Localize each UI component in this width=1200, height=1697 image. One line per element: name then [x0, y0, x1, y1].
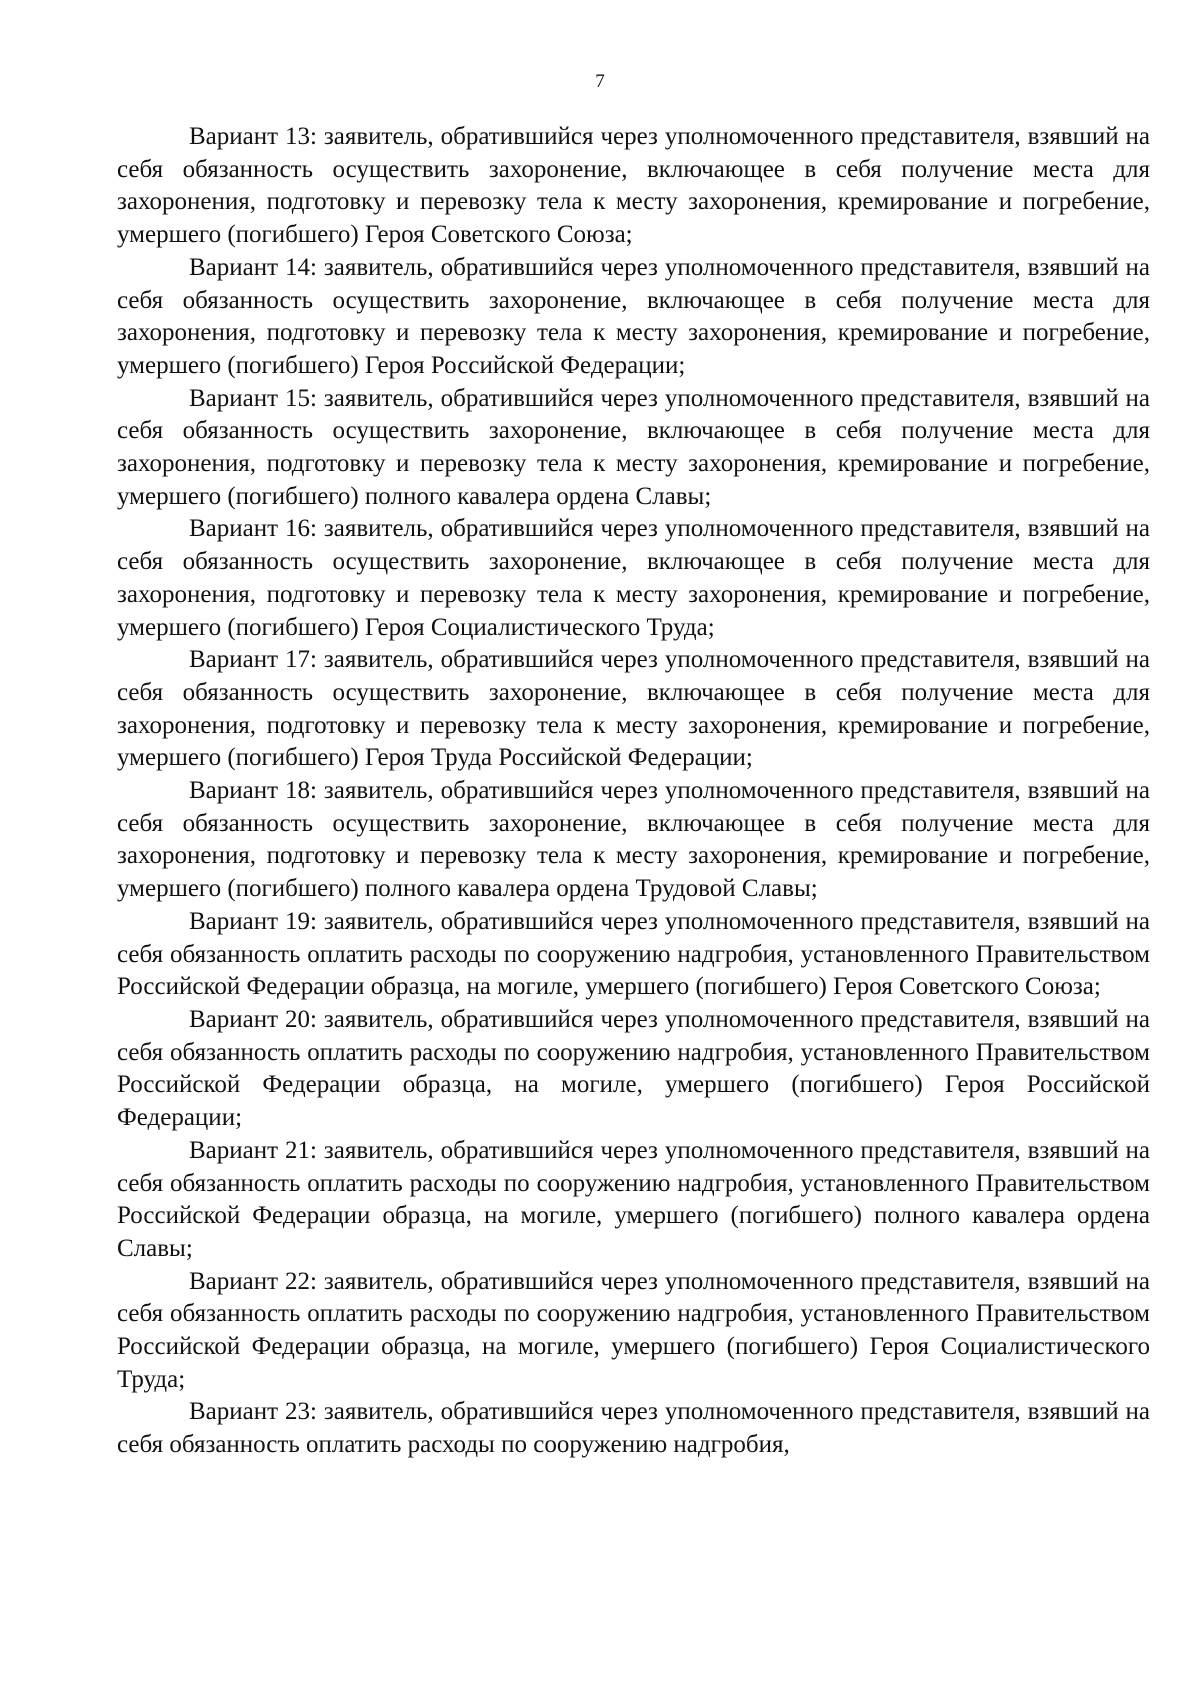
paragraph-variant-21: Вариант 21: заявитель, обратившийся через уполномоченного представителя, взявший на себя обязанность оплатить расходы по сооружению надгробия, установленного Правительством Российской Федерации образца, на могиле, умершего (погибшего) полного кавалера ордена Славы; — [117, 1136, 1150, 1262]
page-number: 7 — [595, 71, 605, 92]
paragraph-variant-18: Вариант 18: заявитель, обратившийся через уполномоченного представителя, взявший на себя обязанность осуществить захоронение, включающее в себя получение места для захоронения, подготовку и перевозку тела к месту захоронения, кремирование и погребение, умершего (погибшего) полного кавалера ордена Трудовой Славы; — [117, 777, 1150, 903]
paragraph-variant-17: Вариант 17: заявитель, обратившийся через уполномоченного представителя, взявший на себя обязанность осуществить захоронение, включающее в себя получение места для захоронения, подготовку и перевозку тела к месту захоронения, кремирование и погребение, умершего (погибшего) Героя Труда Российской Федерации; — [117, 646, 1150, 772]
paragraph-variant-15: Вариант 15: заявитель, обратившийся через уполномоченного представителя, взявший на себя обязанность осуществить захоронение, включающее в себя получение места для захоронения, подготовку и перевозку тела к месту захоронения, кремирование и погребение, умершего (погибшего) полного кавалера ордена Славы; — [117, 384, 1150, 510]
paragraph-variant-22: Вариант 22: заявитель, обратившийся через уполномоченного представителя, взявший на себя обязанность оплатить расходы по сооружению надгробия, установленного Правительством Российской Федерации образца, на могиле, умершего (погибшего) Героя Социалистического Труда; — [117, 1267, 1150, 1393]
paragraph-variant-16: Вариант 16: заявитель, обратившийся через уполномоченного представителя, взявший на себя обязанность осуществить захоронение, включающее в себя получение места для захоронения, подготовку и перевозку тела к месту захоронения, кремирование и погребение, умершего (погибшего) Героя Социалистического Труда; — [117, 515, 1150, 641]
paragraph-variant-20: Вариант 20: заявитель, обратившийся через уполномоченного представителя, взявший на себя обязанность оплатить расходы по сооружению надгробия, установленного Правительством Российской Федерации образца, на могиле, умершего (погибшего) Героя Российской Федерации; — [117, 1005, 1150, 1132]
document-body — [117, 121, 1150, 1462]
paragraph-variant-14: Вариант 14: заявитель, обратившийся через уполномоченного представителя, взявший на себя обязанность осуществить захоронение, включающее в себя получение места для захоронения, подготовку и перевозку тела к месту захоронения, кремирование и погребение, умершего (погибшего) Героя Российской Федерации; — [117, 253, 1150, 379]
paragraph-variant-23: Вариант 23: заявитель, обратившийся через уполномоченного представителя, взявший на себя обязанность оплатить расходы по сооружению надгробия, — [117, 1398, 1150, 1459]
paragraph-variant-13: Вариант 13: заявитель, обратившийся через уполномоченного представителя, взявший на себя обязанность осуществить захоронение, включающее в себя получение места для захоронения, подготовку и перевозку тела к месту захоронения, кремирование и погребение, умершего (погибшего) Героя Советского Союза; — [117, 123, 1150, 249]
paragraph-variant-19: Вариант 19: заявитель, обратившийся через уполномоченного представителя, взявший на себя обязанность оплатить расходы по сооружению надгробия, установленного Правительством Российской Федерации образца, на могиле, умершего (погибшего) Героя Советского Союза; — [117, 907, 1150, 1001]
